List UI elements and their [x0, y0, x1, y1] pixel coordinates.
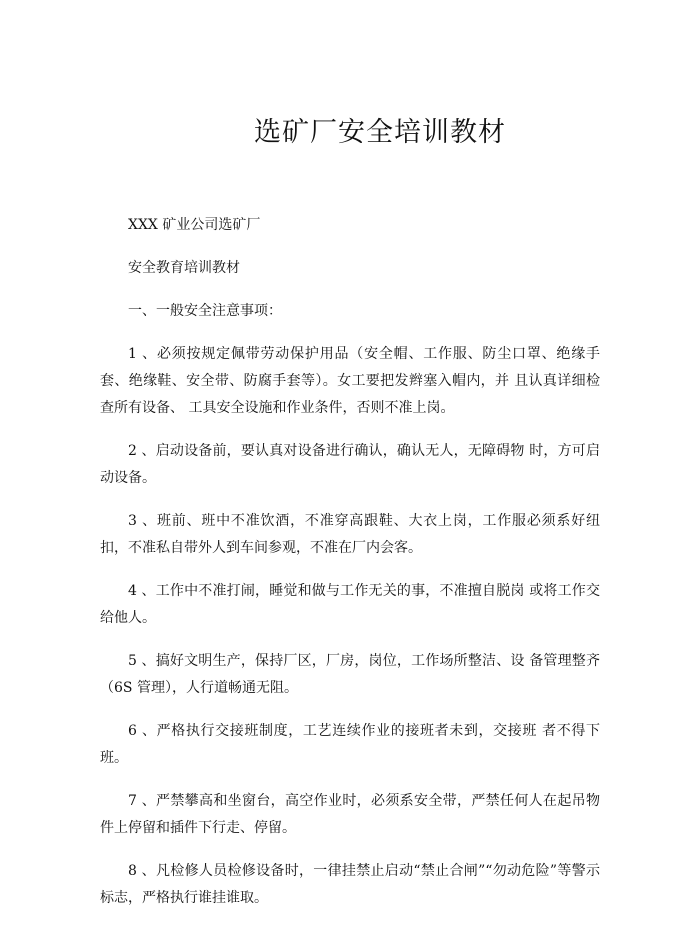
- subtitle-line: 安全教育培训教材: [128, 260, 240, 276]
- rule-6: 6 、严格执行交接班制度，工艺连续作业的接班者未到，交接班 者不得下班。: [100, 723, 600, 766]
- rule-2: 2 、启动设备前，要认真对设备进行确认，确认无人，无障碍物 时，方可启动设备。: [100, 443, 600, 486]
- rule-5: 5 、搞好文明生产，保持厂区，厂房，岗位，工作场所整洁、设 备管理整齐（6S 管理），人行道畅通无阻。: [100, 653, 600, 696]
- company-line: XXX 矿业公司选矿厂: [128, 217, 261, 233]
- section-heading: 一、一般安全注意事项：: [128, 303, 282, 319]
- document-title: 选矿厂安全培训教材: [254, 117, 506, 148]
- rule-7: 7 、严禁攀高和坐窗台，高空作业时，必须系安全带，严禁任何人在起吊物件上停留和插件下行走、停留。: [100, 793, 600, 836]
- rule-4: 4 、工作中不准打闹，睡觉和做与工作无关的事，不准擅自脱岗 或将工作交给他人。: [100, 583, 600, 626]
- document-body: [100, 212, 600, 928]
- rule-3: 3 、班前、班中不准饮酒，不准穿高跟鞋、大衣上岗，工作服必须系好纽扣，不准私自带外人到车间参观，不准在厂内会客。: [100, 513, 600, 556]
- rule-8: 8 、凡检修人员检修设备时，一律挂禁止启动“禁止合闸”“勿动危险”等警示标志，严格执行谁挂谁取。: [100, 863, 600, 906]
- rule-1: 1 、必须按规定佩带劳动保护用品（安全帽、工作服、防尘口罩、绝缘手套、绝缘鞋、安全带、防腐手套等）。女工要把发辫塞入帽内，并 且认真详细检查所有设备、 工具安全设施和作业条件，否则不准上岗。: [100, 346, 600, 416]
